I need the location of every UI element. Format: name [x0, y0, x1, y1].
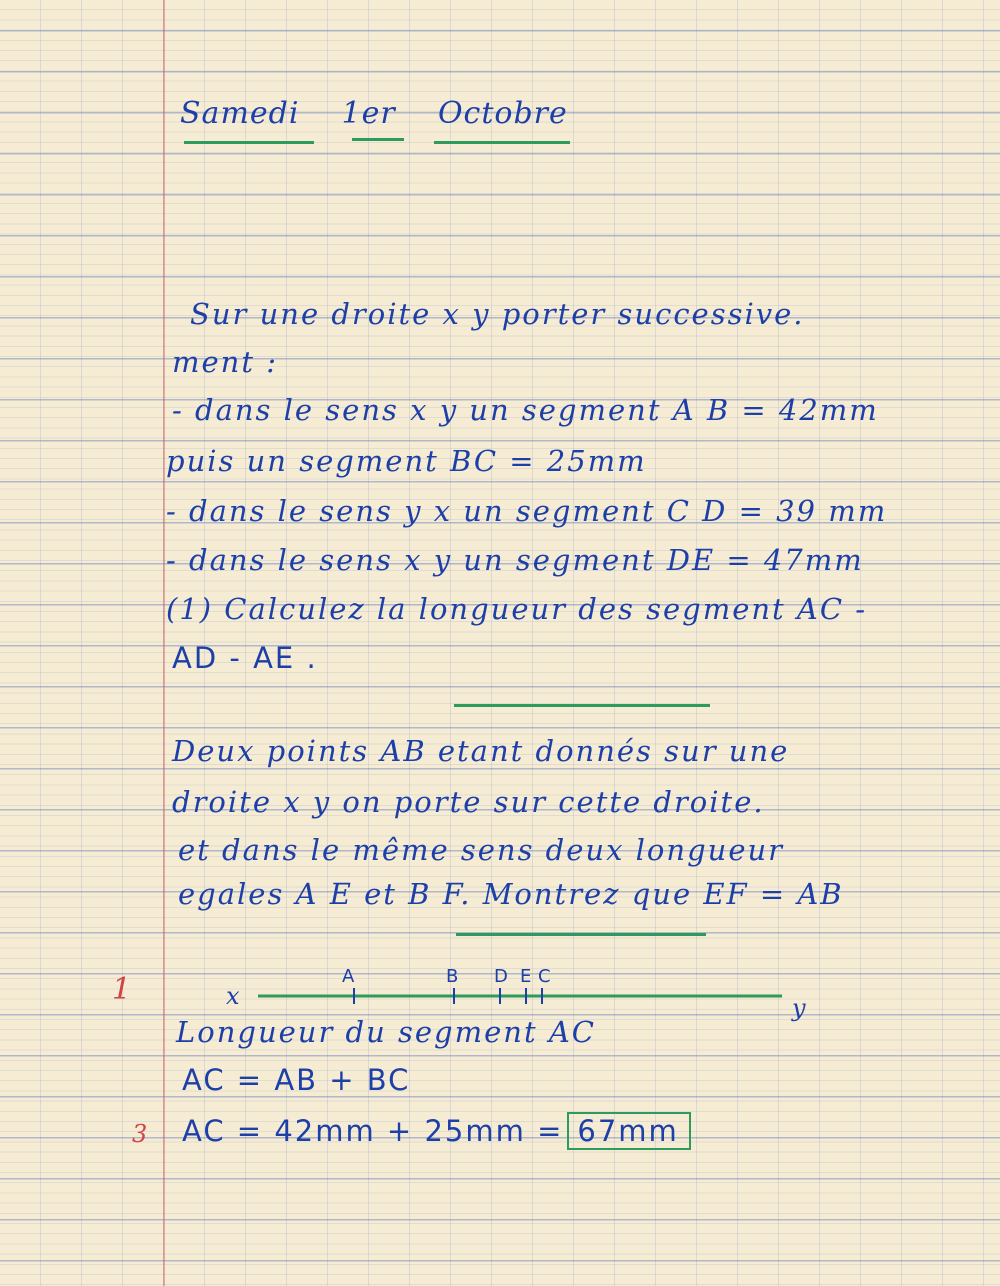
title-underline-number — [352, 138, 404, 141]
diagram-label-y: y — [792, 994, 806, 1022]
margin-mark: 1 — [112, 972, 132, 1007]
separator-line — [456, 933, 706, 936]
exercise1-line: AD - AE . — [172, 641, 318, 675]
point-label-d: D — [494, 966, 508, 987]
answer-heading: Longueur du segment AC — [176, 1015, 596, 1049]
title-month: Octobre — [437, 96, 568, 131]
exercise1-line: puis un segment BC = 25mm — [166, 444, 647, 478]
diagram-point-d — [494, 966, 508, 1004]
exercise1-line: - dans le sens y x un segment C D = 39 mm — [166, 494, 888, 528]
exercise1-line: Sur une droite x y porter successive. — [190, 297, 805, 331]
title-number: 1er — [341, 96, 396, 131]
answer-calculation — [182, 1112, 691, 1150]
exercise1-line: - dans le sens x y un segment A B = 42mm — [172, 393, 879, 427]
point-label-c: C — [538, 966, 551, 987]
title-day: Samedi — [180, 96, 300, 131]
diagram-point-b — [446, 966, 458, 1004]
title-underline-day — [184, 141, 314, 144]
exercise2-line: egales A E et B F. Montrez que EF = AB — [178, 877, 844, 911]
diagram-label-x: x — [226, 982, 240, 1010]
exercise1-line: - dans le sens x y un segment DE = 47mm — [166, 543, 864, 577]
diagram-point-a — [342, 966, 355, 1004]
diagram-point-c — [538, 966, 551, 1004]
exercise2-line: droite x y on porte sur cette droite. — [172, 785, 765, 819]
point-label-b: B — [446, 966, 459, 987]
point-label-a: A — [342, 966, 355, 987]
margin-mark: 3 — [132, 1120, 148, 1148]
point-label-e: E — [520, 966, 532, 987]
exercise2-line: et dans le même sens deux longueur — [178, 833, 785, 867]
answer-formula: AC = AB + BC — [182, 1063, 411, 1097]
title-underline-month — [434, 141, 570, 144]
margin-line — [163, 0, 165, 1286]
result-box — [567, 1112, 690, 1150]
diagram-point-e — [520, 966, 531, 1004]
exercise1-line: ment : — [172, 345, 278, 379]
calc-expression: AC = 42mm + 25mm = — [182, 1114, 564, 1148]
exercise2-line: Deux points AB etant donnés sur une — [172, 734, 790, 768]
separator-line — [454, 704, 710, 707]
exercise1-line: (1) Calculez la longueur des segment AC - — [166, 592, 868, 626]
page-title — [180, 96, 568, 131]
calc-result: 67mm — [577, 1114, 679, 1148]
